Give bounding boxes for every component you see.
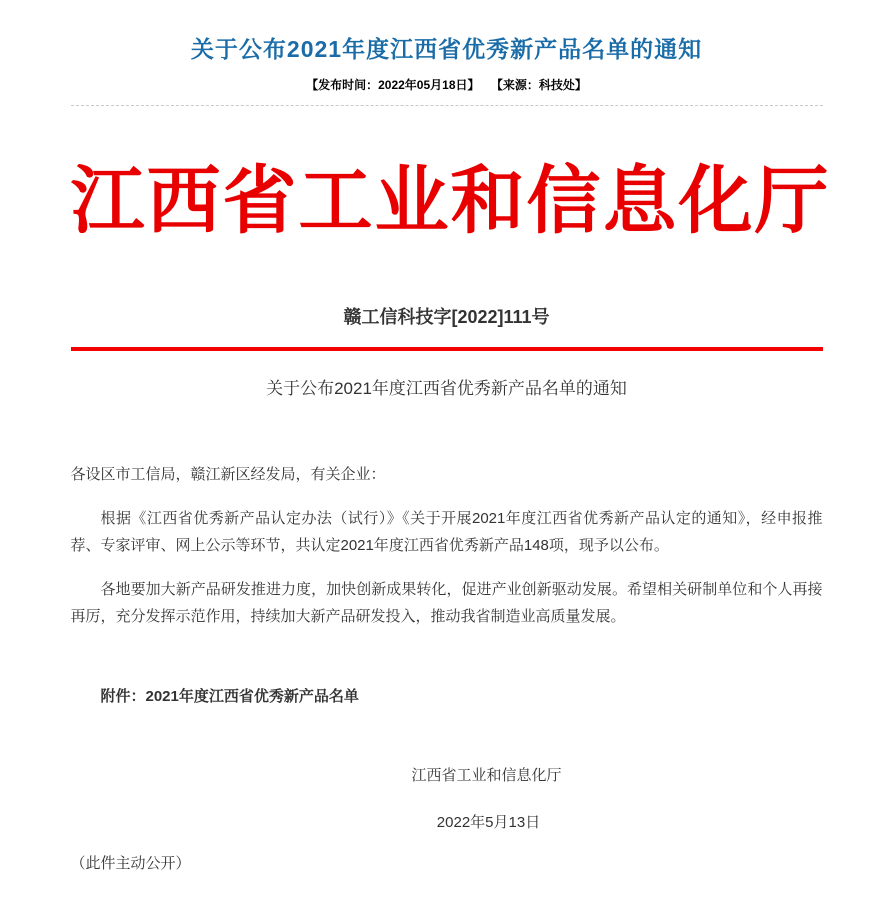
source-label: 【来源：科技处】 [490, 77, 587, 92]
agency-letterhead: 江西省工业和信息化厅 [70, 160, 831, 243]
publicity-note: （此件主动公开） [70, 854, 191, 872]
document-date: 2022年5月13日 [436, 813, 541, 831]
signer-name: 江西省工业和信息化厅 [411, 766, 562, 784]
body-paragraph-2: 各地要加大新产品研发推进力度，加快创新成果转化，促进产业创新驱动发展。希望相关研制单位和个人再接再厉，充分发挥示范作用，持续加大新产品研发投入，推动我省制造业高质量发展。 [70, 580, 823, 625]
red-divider [71, 347, 823, 351]
publish-meta [71, 76, 823, 93]
document-subtitle: 关于公布2021年度江西省优秀新产品名单的通知 [266, 378, 627, 398]
document-number: 赣工信科技字[2022]111号 [343, 306, 550, 327]
page-title: 关于公布2021年度江西省优秀新产品名单的通知 [190, 36, 703, 62]
publish-time-label: 【发布时间：2022年05月18日】 [306, 77, 480, 92]
notice-page [70, 36, 831, 873]
body-paragraph-1: 根据《江西省优秀新产品认定办法（试行）》《关于开展2021年度江西省优秀新产品认定的通知》，经申报推荐、专家评审、网上公示等环节，共认定2021年度江西省优秀新产品148项，现予以公布。 [70, 509, 823, 554]
salutation: 各设区市工信局，赣江新区经发局，有关企业： [70, 465, 386, 483]
attachment-link[interactable]: 附件：2021年度江西省优秀新产品名单 [100, 687, 359, 705]
dashed-divider [71, 105, 823, 106]
